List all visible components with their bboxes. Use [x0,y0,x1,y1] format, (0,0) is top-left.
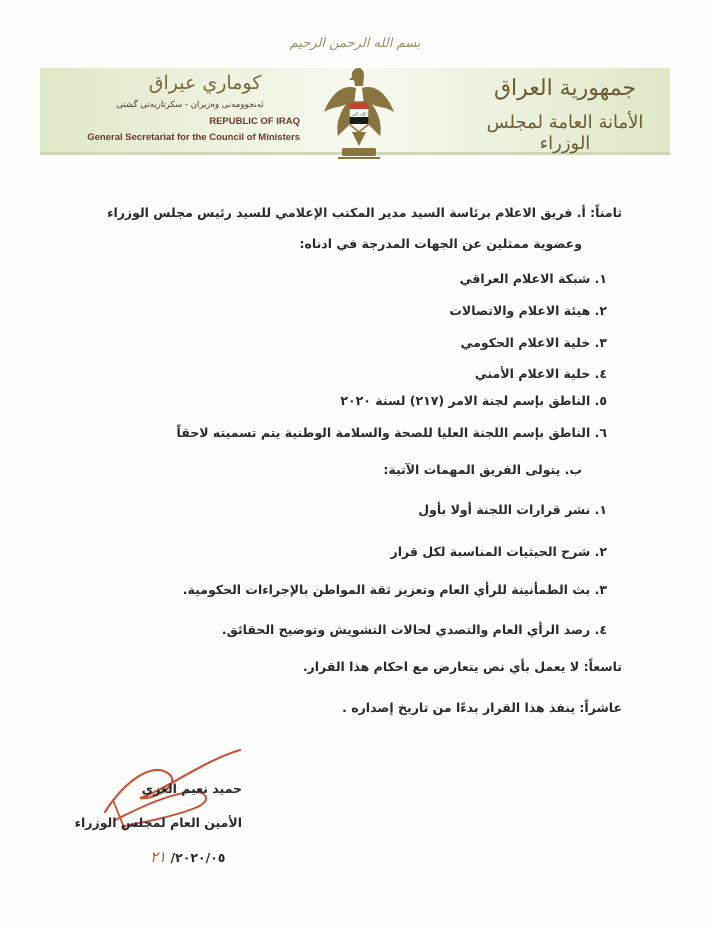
signatory-name: حميد نعيم الغزي [141,781,242,796]
clause-eighth-line1: ثامناً: أ. فريق الاعلام برئاسة السيد مدير المكتب الإعلامي للسيد رئيس مجلس الوزراء [107,205,622,220]
issue-date [150,848,225,866]
general-secretariat-label: General Secretariat for the Council of Ministers [87,132,300,143]
member-item: ٢. هيئة الاعلام والاتصالات [449,303,607,318]
member-item: ١. شبكة الاعلام العراقي [459,271,607,286]
task-item: ٢. شرح الحيثيات المناسبة لكل قرار [390,544,607,559]
member-item: ٤. خلية الاعلام الأمني [474,366,607,381]
basmala: بسم الله الرحمن الرحيم [289,36,421,51]
arabic-letterhead-subtitle: الأمانة العامة لمجلس الوزراء [486,112,644,154]
arabic-letterhead-title: جمهورية العراق [493,76,637,101]
member-item: ٣. خلية الاعلام الحكومي [460,335,607,350]
task-item: ٣. بث الطمأنينة للرأي العام وتعزيز ثقة المواطن بالإجراءات الحكومية. [182,582,607,597]
clause-tenth: عاشراً: ينفذ هذا القرار بدءًا من تاريخ إصداره . [342,700,622,715]
member-item: ٦. الناطق بإسم اللجنة العليا للصحة والسلامة الوطنية يتم تسميته لاحقاً [176,425,607,440]
kurdish-title: كوماري عيراق [148,72,262,94]
task-item: ١. نشر قرارات اللجنة أولا بأول [418,502,607,517]
kurdish-subtitle: ئه‌نجوومه‌نى وه‌زيران - سكرتاريه‌تى گشتى [116,100,264,110]
member-item: ٥. الناطق بإسم لجنة الامر (٢١٧) لسنة ٢٠٢٠ [340,393,607,408]
issue-date-printed: ٢٠٢٠/٠٥/ [170,850,226,865]
signatory-title: الأمين العام لمجلس الوزراء [74,815,242,830]
clause-eighth-line2: وعضوية ممثلين عن الجهات المدرجة في ادناه: [299,236,582,251]
emblem-text: الله أكبر [351,112,367,118]
republic-of-iraq-label: REPUBLIC OF IRAQ [209,116,300,127]
task-item: ٤. رصد الرأي العام والتصدي لحالات التشويش وتوضيح الحقائق. [221,622,607,637]
tasks-heading: ب. يتولى الفريق المهمات الآتية: [383,462,582,477]
issue-date-handwritten-day: ٢١ [150,848,167,866]
iraq-emblem-eagle-icon [316,62,402,172]
clause-ninth: تاسعاً: لا يعمل بأي نص يتعارض مع احكام هذا القرار. [302,659,622,674]
